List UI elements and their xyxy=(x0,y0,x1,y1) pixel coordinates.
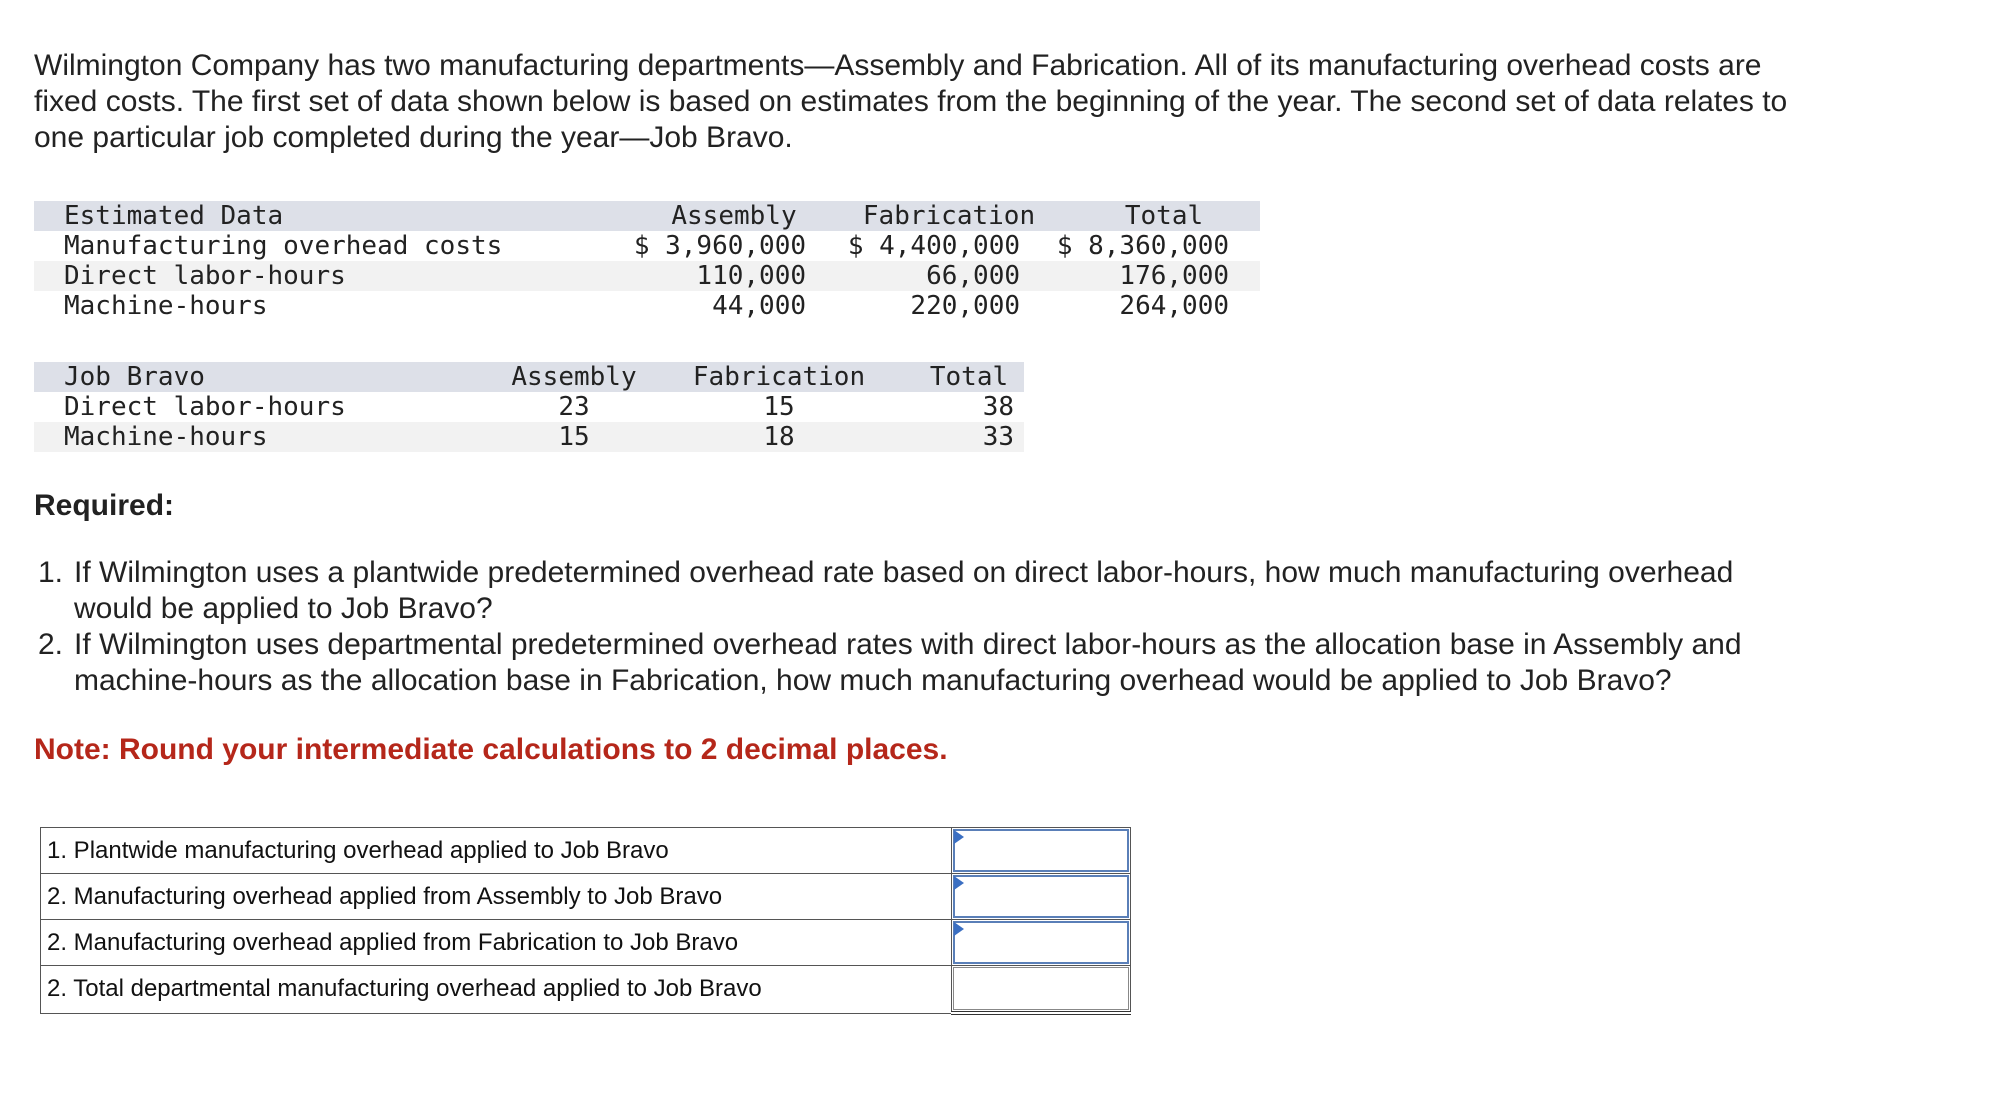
job-header-assembly: Assembly xyxy=(511,362,637,392)
job-header-total: Total xyxy=(929,362,1009,392)
estimated-row-fabrication: 220,000 xyxy=(910,291,1020,321)
answer-label: 2. Manufacturing overhead applied from Fabrication to Job Bravo xyxy=(41,920,952,966)
estimated-row xyxy=(34,261,1260,291)
estimated-row-label: Direct labor-hours xyxy=(64,261,346,291)
problem-intro xyxy=(34,48,1934,156)
estimated-row-total: 264,000 xyxy=(1119,291,1229,321)
job-row-assembly: 15 xyxy=(558,422,590,452)
required-field-marker-icon xyxy=(954,876,964,890)
estimated-row-assembly: 44,000 xyxy=(712,291,806,321)
job-row-fabrication: 15 xyxy=(763,392,795,422)
required-item-text: If Wilmington uses departmental predetermined overhead rates with direct labor-hours as the allocation base in Assembly and xyxy=(74,628,1742,661)
answer-table xyxy=(40,827,1131,1015)
total-departmental-overhead-input[interactable] xyxy=(953,967,1129,1010)
required-item-text: machine-hours as the allocation base in Fabrication, how much manufacturing overhead would be applied to Job Bravo? xyxy=(74,664,1672,697)
assembly-overhead-input[interactable] xyxy=(953,875,1129,918)
estimated-header-label: Estimated Data xyxy=(64,201,284,231)
required-item-number: 2. xyxy=(38,628,64,661)
estimated-header-assembly: Assembly xyxy=(671,201,797,231)
estimated-row-total: 176,000 xyxy=(1119,261,1229,291)
estimated-row-label: Manufacturing overhead costs xyxy=(64,231,503,261)
job-row-fabrication: 18 xyxy=(763,422,795,452)
job-row-label: Direct labor-hours xyxy=(64,392,346,422)
required-field-marker-icon xyxy=(954,830,964,844)
required-heading: Required: xyxy=(34,489,175,522)
estimated-header-row xyxy=(34,201,1260,231)
intro-line-3: one particular job completed during the year—Job Bravo. xyxy=(34,121,793,154)
required-field-marker-icon xyxy=(954,922,964,936)
answer-label: 1. Plantwide manufacturing overhead applied to Job Bravo xyxy=(41,828,952,874)
required-list xyxy=(34,555,1934,699)
estimated-header-total: Total xyxy=(1124,201,1204,231)
answer-row xyxy=(41,966,1131,1014)
estimated-header-fabrication: Fabrication xyxy=(862,201,1036,231)
required-item-text: If Wilmington uses a plantwide predetermined overhead rate based on direct labor-hours, how much manufacturing overhead xyxy=(74,556,1734,589)
required-item-number: 1. xyxy=(38,556,64,589)
answer-row xyxy=(41,920,1131,966)
estimated-row-fabrication: $ 4,400,000 xyxy=(847,231,1020,261)
answer-row xyxy=(41,828,1131,874)
required-item-text: would be applied to Job Bravo? xyxy=(74,592,493,625)
job-row-assembly: 23 xyxy=(558,392,590,422)
answer-cell xyxy=(952,874,1131,920)
job-header-label: Job Bravo xyxy=(64,362,205,392)
estimated-row xyxy=(34,291,1260,321)
job-row-total: 38 xyxy=(982,392,1014,422)
estimated-row-fabrication: 66,000 xyxy=(926,261,1020,291)
intro-line-2: fixed costs. The first set of data shown below is based on estimates from the beginning of the year. The second set of data relates to xyxy=(34,85,1788,118)
plantwide-overhead-input[interactable] xyxy=(953,829,1129,872)
job-header-fabrication: Fabrication xyxy=(692,362,866,392)
answer-label: 2. Total departmental manufacturing overhead applied to Job Bravo xyxy=(41,966,952,1014)
fabrication-overhead-input[interactable] xyxy=(953,921,1129,964)
answer-row xyxy=(41,874,1131,920)
job-row-label: Machine-hours xyxy=(64,422,268,452)
required-item xyxy=(34,627,1934,699)
job-row xyxy=(34,422,1024,452)
estimated-row-total: $ 8,360,000 xyxy=(1056,231,1229,261)
job-header-row xyxy=(34,362,1024,392)
answer-cell xyxy=(952,828,1131,874)
estimated-row-assembly: $ 3,960,000 xyxy=(633,231,806,261)
required-item xyxy=(34,555,1934,627)
answer-cell xyxy=(952,920,1131,966)
estimated-row-assembly: 110,000 xyxy=(696,261,806,291)
rounding-note: Note: Round your intermediate calculations to 2 decimal places. xyxy=(34,733,948,766)
estimated-row-label: Machine-hours xyxy=(64,291,268,321)
answer-label: 2. Manufacturing overhead applied from Assembly to Job Bravo xyxy=(41,874,952,920)
job-row xyxy=(34,392,1024,422)
estimated-row xyxy=(34,231,1260,261)
answer-cell xyxy=(952,966,1131,1014)
intro-line-1: Wilmington Company has two manufacturing departments—Assembly and Fabrication. All of its manufacturing overhead costs are xyxy=(34,49,1762,82)
job-row-total: 33 xyxy=(982,422,1014,452)
